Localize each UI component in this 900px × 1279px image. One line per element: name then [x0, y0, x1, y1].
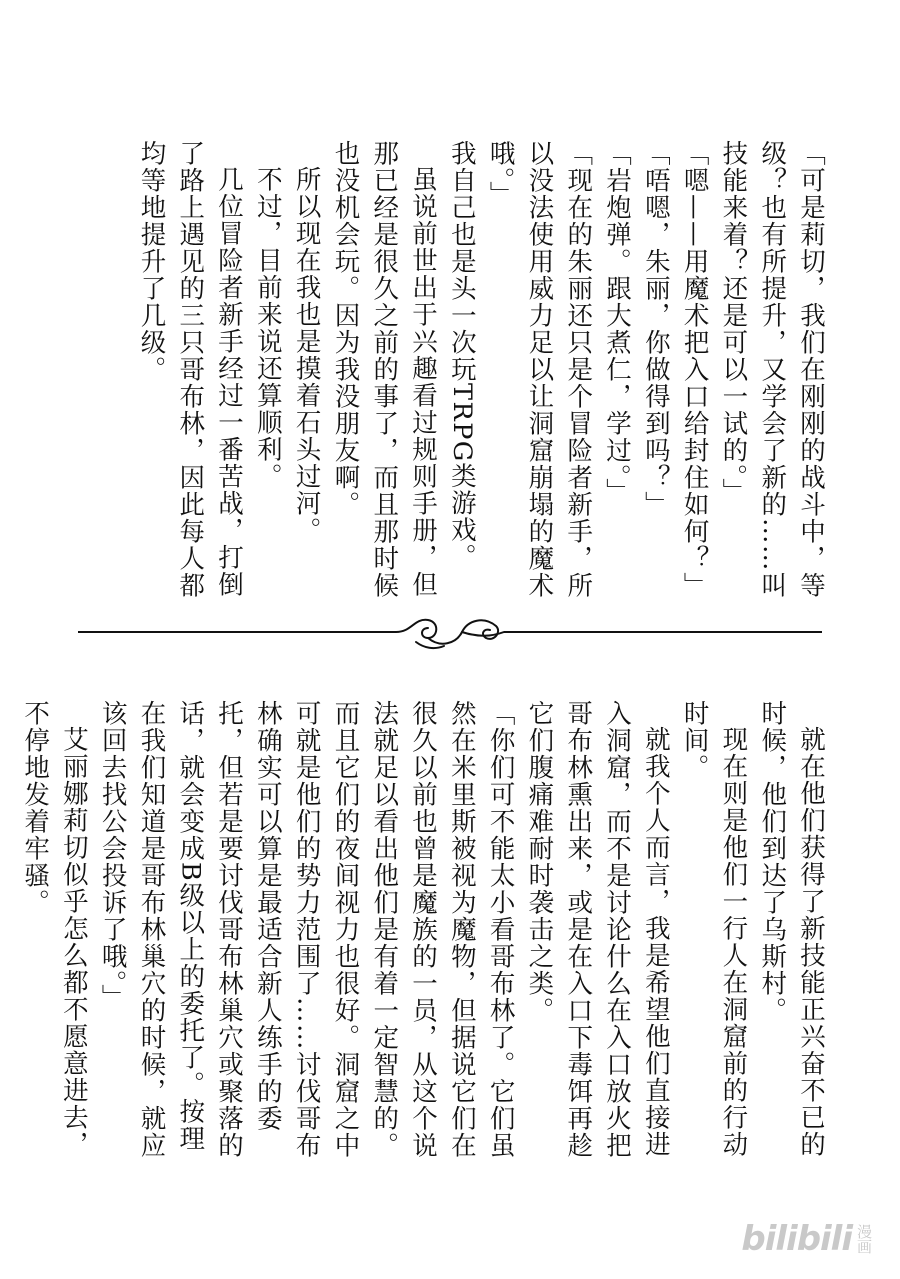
paragraph: 艾丽娜莉切似乎怎么都不愿意进去，不停地发着牢骚。 [20, 700, 89, 1158]
paragraph: 现在则是他们一行人在洞窟前的行动时间。 [679, 700, 749, 1158]
paragraph: 「唔嗯，朱丽，你做得到吗？」 [640, 140, 671, 518]
paragraph: 不过，目前来说还算顺利。 [252, 165, 283, 490]
paragraph: 就我个人而言，我是希望他们直接进入洞窟，而不是讨论什么在入口放火把哥布林熏出来，或是在入口下毒饵再趁它们腹痛难耐时袭击之类。 [524, 700, 671, 1159]
paragraph: 「岩炮弹。跟大煮仁，学过。」 [602, 140, 633, 506]
ornamental-divider [78, 608, 822, 658]
watermark-logo: bilibili [741, 1219, 852, 1259]
paragraph: 「你们可不能太小看哥布林了。它们虽然在米里斯被视为魔物，但据说它们在很久以前也曾是魔族的一员，从这个说法就足以看出他们是有着一定智慧的。而且它们的夜间视力也很好。洞窟之中可就是他们的势力范围了……讨伐哥布林确实可以算是最适合新人练手的委托，但若是要讨伐哥布林巢穴或聚落的话，就会变成B级以上的委托了。按理在我们知道是哥布林巢穴的时候，就应该回去找公会投诉了哦。」 [97, 700, 516, 1159]
paragraph: 几位冒险者新手经过一番苦战，打倒了路上遇见的三只哥布林，因此每人都均等地提升了几级。 [136, 140, 245, 599]
text-section-top [136, 140, 830, 610]
paragraph: 我自己也是头一次玩TRPG类游戏。 [446, 140, 477, 571]
watermark-label: 漫画 [855, 1224, 873, 1254]
paragraph: 「可是莉切，我们在刚刚的战斗中，等级？也有所提升，又学会了新的……叫技能来着？还是可以一试的。」 [718, 140, 826, 599]
paragraph: 所以现在我也是摸着石头过河。 [291, 165, 322, 544]
paragraph: 就在他们获得了新技能正兴奋不已的时候，他们到达了乌斯村。 [757, 700, 826, 1158]
paragraph: 虽说前世出于兴趣看过规则手册，但那已经是很久之前的事了，而且那时候也没机会玩。因为我没朋友啊。 [330, 140, 439, 599]
text-section-bottom [20, 700, 830, 1170]
paragraph: 「嗯——用魔术把入口给封住如何？」 [679, 140, 710, 599]
paragraph: 「现在的朱丽还只是个冒险者新手，所以没法使用威力足以让洞窟崩塌的魔术哦。」 [485, 140, 594, 599]
flourish-icon [396, 620, 504, 648]
watermark [741, 1219, 872, 1259]
